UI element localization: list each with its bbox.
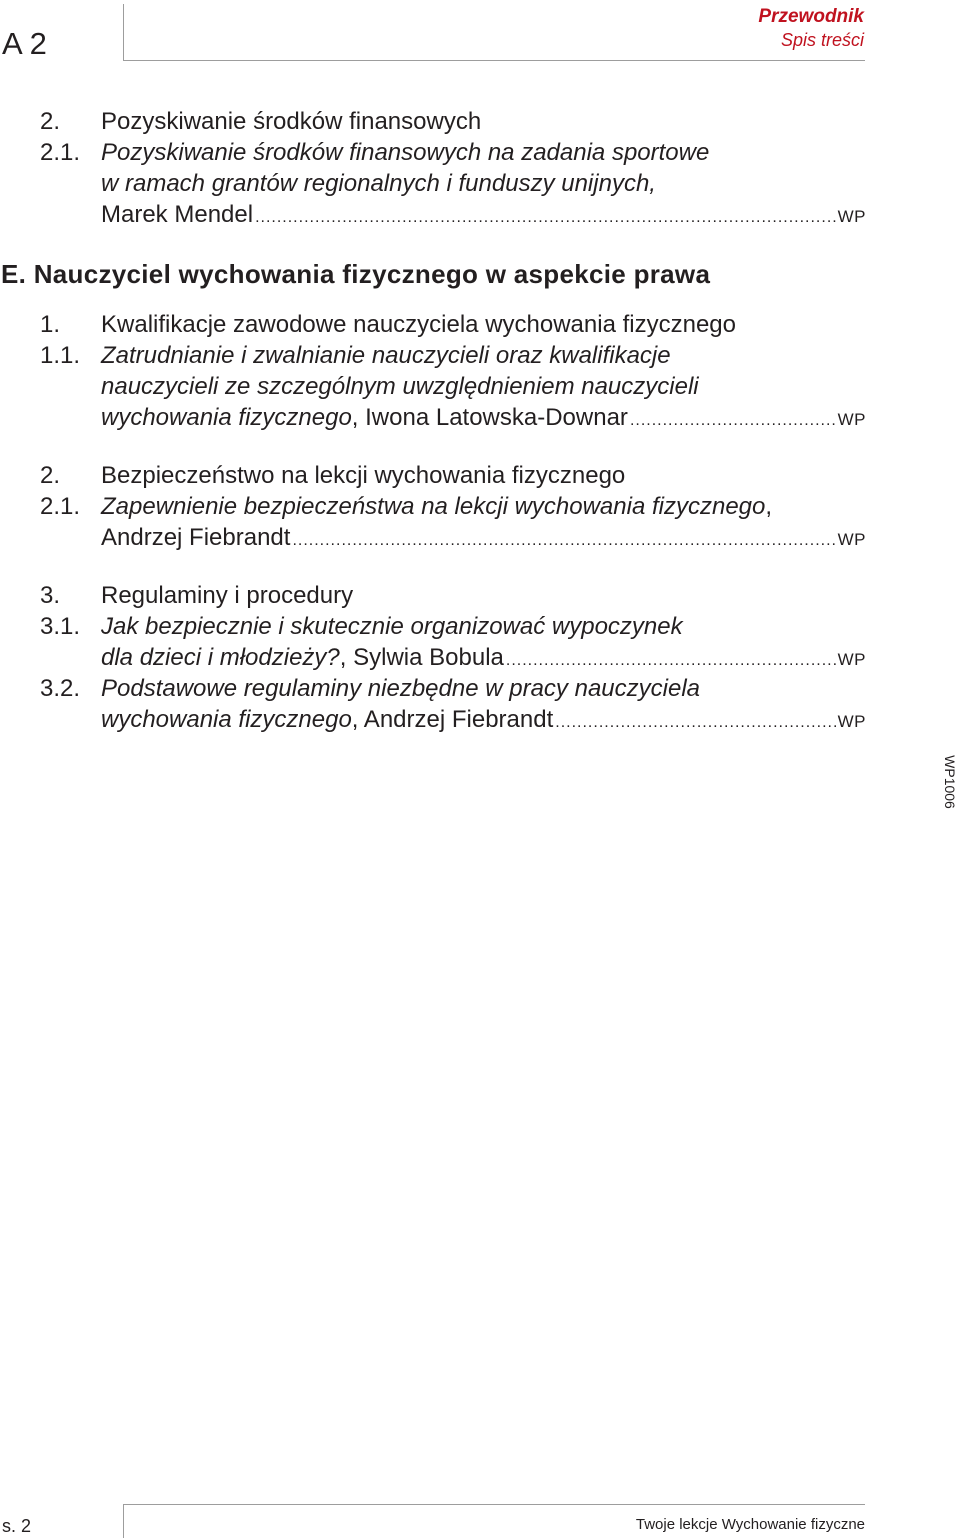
entry-title: Zapewnienie bezpieczeństwa na lekcji wychowania fizycznego xyxy=(101,493,766,520)
entry-page: WP xyxy=(837,207,866,226)
section-number: 2. xyxy=(40,462,61,489)
toc-section-heading xyxy=(40,460,866,491)
entry-title-line xyxy=(101,491,772,522)
side-code-text: WP1006 xyxy=(942,755,958,809)
entry-author: Marek Mendel xyxy=(101,201,254,228)
toc-entry-line xyxy=(40,137,866,168)
entry-page: WP xyxy=(837,410,866,429)
toc-entry-leader xyxy=(40,402,866,433)
dot-leader xyxy=(555,707,835,738)
dot-leader xyxy=(506,645,836,676)
header-title: Przewodnik xyxy=(758,6,864,27)
entry-title: wychowania fizycznego xyxy=(101,706,352,733)
entry-page: WP xyxy=(837,712,866,731)
dot-leader xyxy=(255,202,836,233)
entry-number: 3.2. xyxy=(40,675,81,702)
section-title: Pozyskiwanie środków finansowych xyxy=(101,108,482,135)
toc-entry-leader xyxy=(40,199,866,230)
toc-entry-line xyxy=(40,168,866,199)
entry-title: Podstawowe regulaminy niezbędne w pracy nauczyciela xyxy=(101,675,700,702)
section-title: Kwalifikacje zawodowe nauczyciela wychowania fizycznego xyxy=(101,311,736,338)
table-of-contents xyxy=(1,106,866,735)
entry-author: Andrzej Fiebrandt xyxy=(101,524,291,551)
toc-entry-line xyxy=(40,673,866,704)
toc-section-heading xyxy=(40,309,866,340)
section-number: 1. xyxy=(40,311,61,338)
footer-vertical-rule xyxy=(123,1504,124,1538)
header-subtitle: Spis treści xyxy=(780,30,864,50)
toc-entry-line xyxy=(40,491,866,522)
toc-entry-leader xyxy=(40,642,866,673)
section-number: 3. xyxy=(40,582,61,609)
entry-title: Pozyskiwanie środków finansowych na zadania sportowe xyxy=(101,139,710,166)
entry-title: dla dzieci i młodzieży? xyxy=(101,644,340,671)
toc-section-heading xyxy=(40,106,866,137)
chapter-heading: E. Nauczyciel wychowania fizycznego w aspekcie prawa xyxy=(1,259,711,289)
header-horizontal-rule xyxy=(123,60,865,61)
entry-number: 1.1. xyxy=(40,342,81,369)
footer-horizontal-rule xyxy=(123,1504,865,1505)
section-title: Regulaminy i procedury xyxy=(101,582,354,609)
entry-number: 2.1. xyxy=(40,139,81,166)
toc-entry-line xyxy=(40,340,866,371)
entry-author: , Andrzej Fiebrandt xyxy=(351,706,554,733)
running-header xyxy=(758,6,864,52)
toc-entry-line xyxy=(40,611,866,642)
toc-entry-line xyxy=(40,371,866,402)
entry-page: WP xyxy=(837,530,866,549)
footer-publication-title: Twoje lekcje Wychowanie fizyczne xyxy=(635,1516,865,1533)
entry-title: wychowania fizycznego xyxy=(101,404,352,431)
section-code: A 2 xyxy=(2,26,47,61)
entry-number: 2.1. xyxy=(40,493,81,520)
entry-author: , Iwona Latowska-Downar xyxy=(351,404,628,431)
entry-author: , Sylwia Bobula xyxy=(339,644,504,671)
toc-section-heading xyxy=(40,580,866,611)
dot-leader xyxy=(292,525,835,556)
entry-number: 3.1. xyxy=(40,613,81,640)
side-product-code xyxy=(940,742,960,822)
entry-title: nauczycieli ze szczególnym uwzględnieniem nauczycieli xyxy=(101,373,699,400)
entry-page: WP xyxy=(837,650,866,669)
entry-title: Zatrudnianie i zwalnianie nauczycieli oraz kwalifikacje xyxy=(101,342,671,369)
entry-title: w ramach grantów regionalnych i funduszy unijnych, xyxy=(101,170,656,197)
section-title: Bezpieczeństwo na lekcji wychowania fizycznego xyxy=(101,462,626,489)
footer-page-number: s. 2 xyxy=(2,1516,32,1536)
dot-leader xyxy=(630,405,836,436)
entry-comma: , xyxy=(765,493,773,520)
toc-entry-leader xyxy=(40,704,866,735)
toc-entry-leader xyxy=(40,522,866,553)
section-number: 2. xyxy=(40,108,61,135)
entry-title: Jak bezpiecznie i skutecznie organizować wypoczynek xyxy=(101,613,683,640)
header-vertical-rule xyxy=(123,4,124,60)
